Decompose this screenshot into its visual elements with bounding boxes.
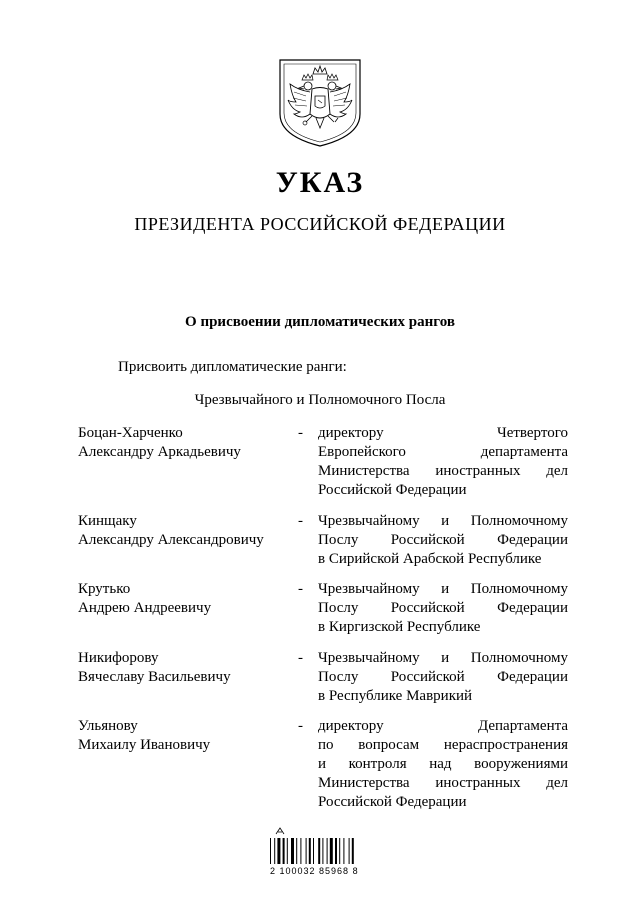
position-line: Европейского департамента [318,444,568,460]
appointee-position [318,580,568,637]
appointee-surname: Крутько [78,581,131,597]
appointee-surname: Никифорову [78,650,159,666]
coat-of-arms-emblem [276,56,364,148]
barcode-bar [296,838,297,864]
appointee-given-names: Вячеславу Васильевичу [78,669,231,685]
position-line: Послу Российской Федерации [318,532,568,548]
entry-dash: - [298,425,303,441]
position-line: по вопросам нераспространения [318,737,568,753]
barcode-bar [339,838,340,864]
barcode-bar [322,838,323,864]
entry-dash: - [298,513,303,529]
decree-subject: О присвоении дипломатических рангов [185,314,455,330]
appointee-given-names: Александру Аркадьевичу [78,444,241,460]
appointee-position [318,424,568,500]
appointee-name [78,649,288,687]
position-line: Министерства иностранных дел [318,775,568,791]
position-line: и контроля над вооружениями [318,756,568,772]
barcode-bars [264,826,384,866]
appointee-name [78,424,288,462]
appointee-position [318,717,568,812]
barcode-bar [274,838,275,864]
barcode-bar [330,838,333,864]
appointee-surname: Боцан-Харченко [78,425,183,441]
appointee-name [78,717,288,755]
position-line: директору Департамента [318,718,568,734]
decree-issuer: ПРЕЗИДЕНТА РОССИЙСКОЙ ФЕДЕРАЦИИ [134,214,506,234]
appointee-surname: Кинщаку [78,513,137,529]
position-line: Чрезвычайному и Полномочному [318,581,568,597]
barcode-bar [327,838,328,864]
appointee-surname: Ульянову [78,718,138,734]
position-line: Российской Федерации [318,794,467,810]
position-line: в Киргизской Республике [318,619,481,635]
appointee-position [318,512,568,569]
position-line: Чрезвычайному и Полномочному [318,650,568,666]
position-line: в Сирийской Арабской Республике [318,551,542,567]
entry-dash: - [298,718,303,734]
position-line: Послу Российской Федерации [318,669,568,685]
position-line: Послу Российской Федерации [318,600,568,616]
appointee-given-names: Андрею Андреевичу [78,600,212,616]
barcode-bar [309,838,311,864]
appointee-position [318,649,568,706]
position-line: Чрезвычайному и Полномочному [318,513,568,529]
barcode-bar [291,838,294,864]
barcode-bar [300,838,301,864]
position-line: директору Четвертого [318,425,568,441]
position-line: Российской Федерации [318,482,467,498]
appointee-name [78,580,288,618]
barcode-number: 2 100032 85968 8 [270,866,359,876]
barcode-bar [287,838,288,864]
entry-dash: - [298,581,303,597]
barcode-bar [270,838,271,864]
position-line: Министерства иностранных дел [318,463,568,479]
rank-heading: Чрезвычайного и Полномочного Посла [194,392,446,408]
barcode-bar [318,838,320,864]
decree-intro: Присвоить дипломатические ранги: [118,359,347,375]
appointee-given-names: Михаилу Ивановичу [78,737,211,753]
appointee-name [78,512,288,550]
barcode-bar [283,838,285,864]
barcode-bar [277,838,280,864]
barcode-bar [343,838,344,864]
position-line: в Республике Маврикий [318,688,473,704]
decree-title: УКАЗ [275,166,365,199]
appointee-given-names: Александру Александровичу [78,532,264,548]
entry-dash: - [298,650,303,666]
barcode-bar [306,838,307,864]
barcode-bar [335,838,337,864]
barcode-bar [313,838,314,864]
barcode-logo-icon [276,828,284,834]
barcode [264,826,384,886]
barcode-bar [352,838,354,864]
barcode-bar [349,838,350,864]
